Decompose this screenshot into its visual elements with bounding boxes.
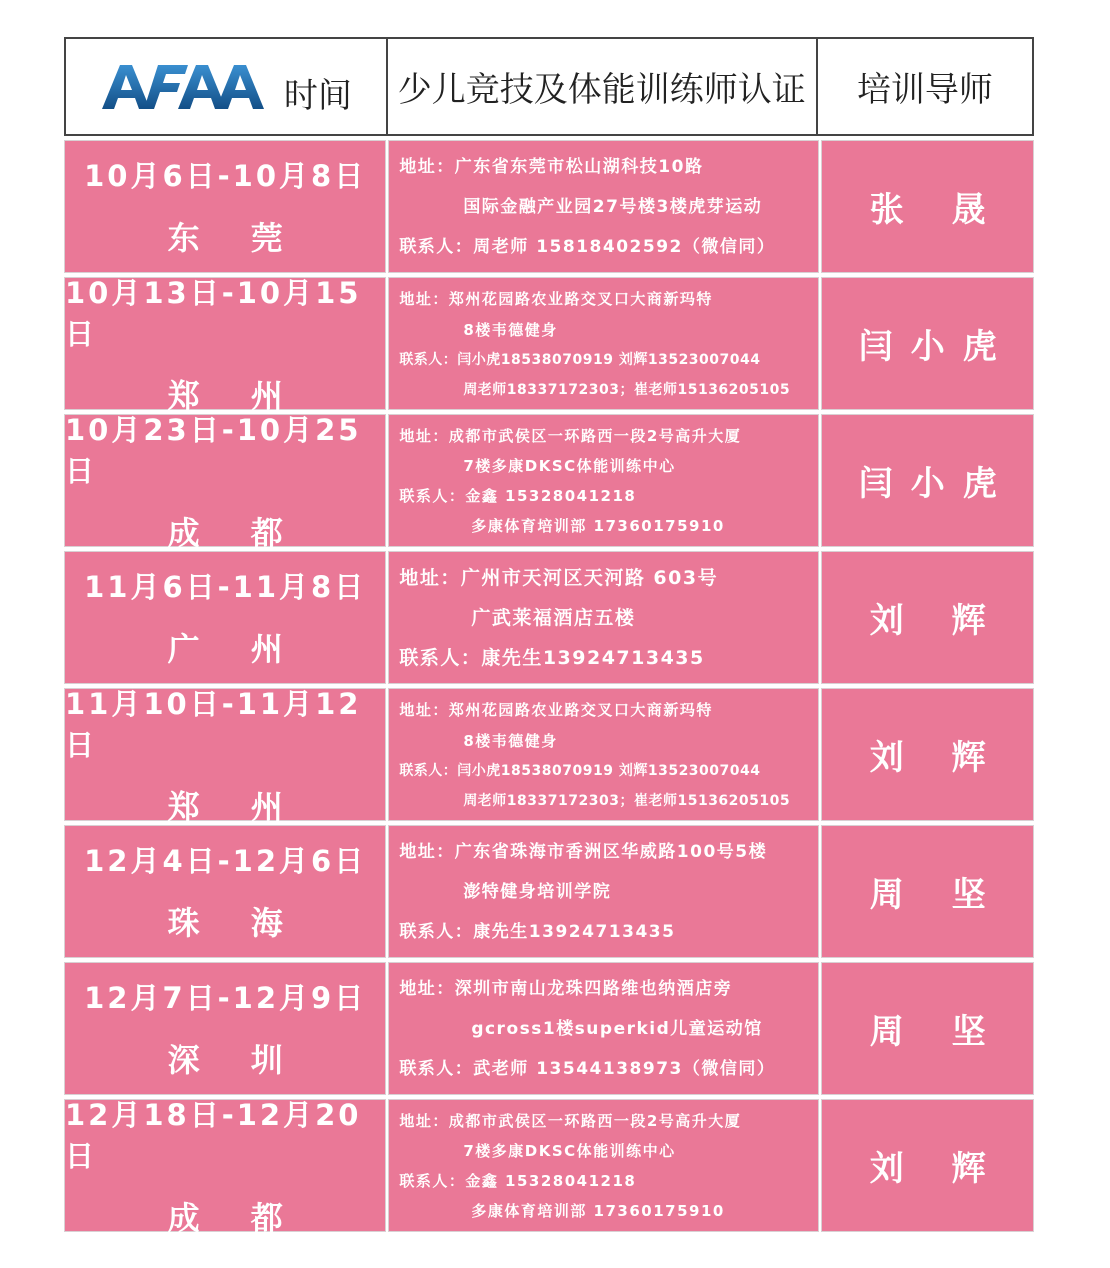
- trainer-cell: 闫小虎: [821, 414, 1034, 547]
- address-line: 7楼多康DKSC体能训练中心: [463, 1141, 676, 1160]
- trainer-cell: 刘 辉: [821, 688, 1034, 821]
- date-cell: [64, 686, 386, 826]
- contact-line: 联系人：闫小虎18538070919 刘辉13523007044: [399, 763, 761, 780]
- date-cell: [64, 1097, 386, 1237]
- address-line: 地址：成都市武侯区一环路西一段2号高升大厦: [399, 426, 742, 445]
- date-range: 12月7日-12月9日: [84, 981, 367, 1015]
- header-course-cell: 少儿竞技及体能训练师认证: [388, 39, 818, 134]
- address-cell: [388, 825, 819, 958]
- header-time-label: 时间: [283, 75, 352, 116]
- contact-line: 周老师18337172303；崔老师15136205105: [463, 382, 791, 399]
- trainer-cell: 周 坚: [821, 825, 1034, 958]
- date-range: 12月18日-12月20日: [65, 1097, 362, 1173]
- table-header: [64, 37, 1034, 136]
- address-line: 地址：广东省珠海市香洲区华威路100号5楼: [399, 841, 768, 862]
- afaa-logo: [100, 61, 352, 116]
- address-line: 8楼韦德健身: [463, 320, 558, 339]
- address-line: 地址：广东省东莞市松山湖科技10路: [399, 156, 704, 177]
- city-name: 郑 州: [167, 787, 303, 826]
- city-name: 成 都: [167, 1198, 303, 1237]
- address-line: 地址：深圳市南山龙珠四路维也纳酒店旁: [399, 978, 733, 999]
- contact-line: 联系人：金鑫 15328041218: [399, 1172, 637, 1191]
- header-trainer-cell: 培训导师: [856, 70, 993, 110]
- table-row: [64, 1097, 1034, 1237]
- contact-line: 多康体育培训部 17360175910: [471, 517, 725, 536]
- address-cell: [388, 414, 819, 547]
- address-line: 地址：郑州花园路农业路交叉口大商新玛特: [399, 700, 713, 719]
- address-line: 广武莱福酒店五楼: [471, 606, 636, 629]
- address-cell: [388, 140, 819, 273]
- table-row: [64, 551, 1034, 684]
- table-row: [64, 825, 1034, 958]
- table-row: [64, 686, 1034, 826]
- contact-line: 周老师18337172303；崔老师15136205105: [463, 793, 791, 810]
- header-time-cell: [66, 39, 388, 134]
- date-range: 10月13日-10月15日: [65, 275, 362, 351]
- date-range: 12月4日-12月6日: [84, 844, 367, 878]
- contact-line: 联系人：康先生13924713435: [399, 922, 676, 943]
- address-line: gcross1楼superkid儿童运动馆: [471, 1018, 763, 1039]
- city-name: 东 莞: [167, 219, 303, 257]
- city-name: 深 圳: [167, 1041, 303, 1079]
- city-name: 成 都: [167, 513, 303, 552]
- address-cell: [388, 962, 819, 1095]
- date-cell: [64, 140, 386, 273]
- schedule-table: [64, 37, 1034, 1237]
- table-row: [64, 140, 1034, 273]
- trainer-cell: 刘 辉: [821, 551, 1034, 684]
- trainer-cell: 闫小虎: [821, 277, 1034, 410]
- date-cell: [64, 551, 386, 684]
- date-range: 10月23日-10月25日: [65, 412, 362, 488]
- address-line: 澎特健身培训学院: [463, 881, 612, 902]
- contact-line: 联系人：闫小虎18538070919 刘辉13523007044: [399, 352, 761, 369]
- city-name: 珠 海: [167, 904, 303, 942]
- date-range: 10月6日-10月8日: [84, 159, 367, 193]
- trainer-cell: 刘 辉: [821, 1099, 1034, 1232]
- date-cell: [64, 412, 386, 552]
- address-cell: [388, 688, 819, 821]
- date-cell: [64, 962, 386, 1095]
- address-cell: [388, 1099, 819, 1232]
- date-cell: [64, 825, 386, 958]
- address-line: 8楼韦德健身: [463, 731, 558, 750]
- table-row: [64, 412, 1034, 552]
- address-cell: [388, 551, 819, 684]
- trainer-cell: 张 晟: [821, 140, 1034, 273]
- address-line: 国际金融产业园27号楼3楼虎芽运动: [463, 196, 763, 217]
- trainer-cell: 周 坚: [821, 962, 1034, 1095]
- address-line: 7楼多康DKSC体能训练中心: [463, 456, 676, 475]
- afaa-logo-icon: [100, 61, 270, 113]
- contact-line: 联系人：康先生13924713435: [399, 647, 705, 670]
- date-range: 11月6日-11月8日: [84, 570, 367, 604]
- table-row: [64, 962, 1034, 1095]
- city-name: 广 州: [167, 630, 303, 668]
- contact-line: 联系人：周老师 15818402592（微信同）: [399, 237, 776, 258]
- date-range: 11月10日-11月12日: [65, 686, 362, 762]
- contact-line: 多康体育培训部 17360175910: [471, 1202, 725, 1221]
- address-line: 地址：成都市武侯区一环路西一段2号高升大厦: [399, 1111, 742, 1130]
- address-cell: [388, 277, 819, 410]
- table-row: [64, 275, 1034, 415]
- date-cell: [64, 275, 386, 415]
- contact-line: 联系人：金鑫 15328041218: [399, 487, 637, 506]
- address-line: 地址：广州市天河区天河路 603号: [399, 566, 719, 589]
- contact-line: 联系人：武老师 13544138973（微信同）: [399, 1059, 776, 1080]
- address-line: 地址：郑州花园路农业路交叉口大商新玛特: [399, 289, 713, 308]
- city-name: 郑 州: [167, 376, 303, 415]
